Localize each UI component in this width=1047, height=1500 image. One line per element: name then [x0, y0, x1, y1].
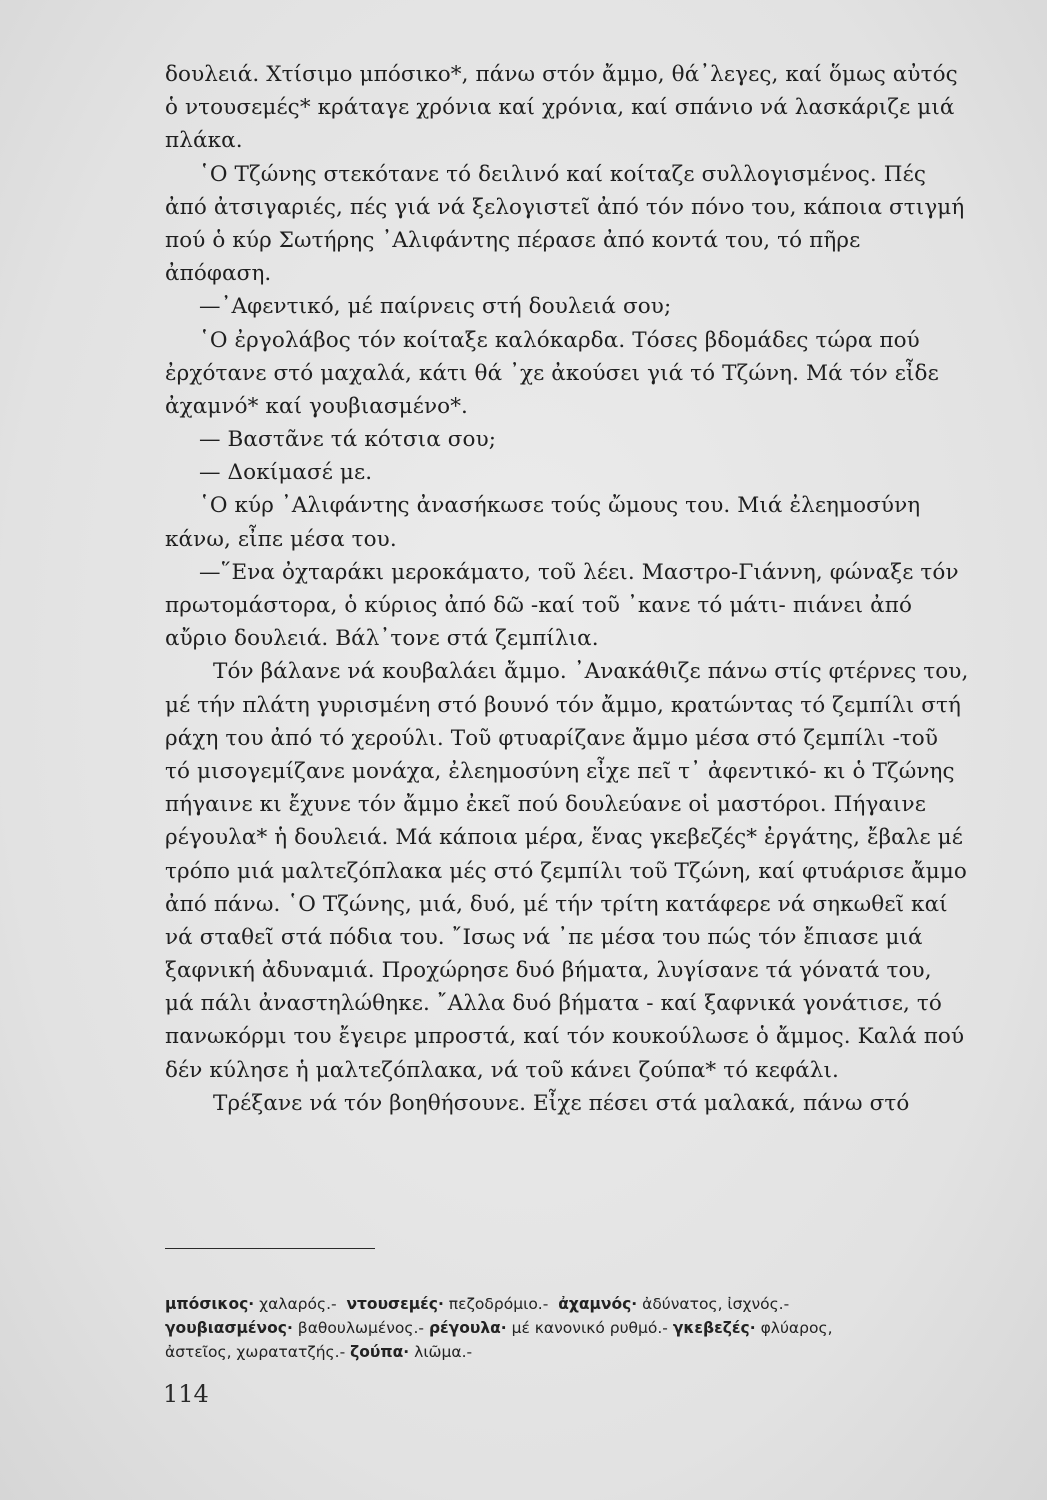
text-line: ἀπό ἀτσιγαριές, πές γιά νά ξελογιστεῖ ἀπό τόν πόνο του, κάποια στιγμή: [165, 194, 965, 220]
text-line: πανωκόρμι του ἔγειρε μπροστά, καί τόν κουκούλωσε ὁ ἄμμος. Καλά πού: [165, 1024, 965, 1050]
text-line: πού ὁ κύρ Σωτήρης ᾽Αλιφάντης πέρασε ἀπό κοντά του, τό πῆρε: [165, 227, 861, 253]
text-line: αὔριο δουλειά. Βάλ᾽τονε στά ζεμπίλια.: [165, 626, 599, 652]
text-line: — Δοκίμασέ με.: [199, 460, 373, 486]
text-line: νά σταθεῖ στά πόδια του. ῎Ισως νά ᾽πε μέσα του πώς τόν ἔπιασε μιά: [165, 924, 923, 950]
footnote-term: ντουσεμές·: [346, 1295, 444, 1313]
text-line: πρωτομάστορα, ὁ κύριος ἀπό δῶ -καί τοῦ ᾽κανε τό μάτι- πιάνει ἀπό: [165, 593, 912, 618]
text-line: κάνω, εἶπε μέσα του.: [165, 526, 397, 552]
text-line: —῞Ενα ὀχταράκι μεροκάματο, τοῦ λέει. Μαστρο-Γιάννη, φώναξε τόν: [199, 559, 959, 585]
footnote-line: [165, 1292, 1020, 1316]
text-line: ρέγουλα* ἡ δουλειά. Μά κάποια μέρα, ἕνας γκεβεζές* ἐργάτης, ἔβαλε μέ: [165, 825, 963, 851]
text-line: δουλειά. Χτίσιμο μπόσικο*, πάνω στόν ἄμμο, θά᾽λεγες, καί ὅμως αὐτός: [165, 62, 958, 87]
text-line: ῾Ο Τζώνης στεκότανε τό δειλινό καί κοίταζε συλλογισμένος. Πές: [199, 161, 927, 187]
footnote-term: γκεβεζές·: [672, 1319, 756, 1337]
text-line: πήγαινε κι ἔχυνε τόν ἄμμο ἐκεῖ πού δουλεύανε οἱ μαστόροι. Πήγαινε: [165, 792, 926, 818]
footnote-definition: βαθουλωμένος.-: [297, 1319, 424, 1337]
footnote-term: γουβιασμένος·: [165, 1319, 293, 1337]
text-line: μά πάλι ἀναστηλώθηκε. ῎Αλλα δυό βήματα - καί ξαφνικά γονάτισε, τό: [165, 991, 942, 1017]
footnote-definition: λιῶμα.-: [414, 1343, 473, 1361]
text-line: ἀχαμνό* καί γουβιασμένο*.: [165, 393, 468, 419]
text-line: πλάκα.: [165, 128, 243, 154]
text-line: τρόπο μιά μαλτεζόπλακα μές στό ζεμπίλι τοῦ Τζώνη, καί φτυάρισε ἄμμο: [165, 858, 967, 884]
text-line: ράχη του ἀπό τό χερούλι. Τοῦ φτυαρίζανε ἄμμο μέσα στό ζεμπίλι -τοῦ: [165, 725, 939, 751]
body-text: [165, 58, 1020, 1120]
footnote-term: ζούπα·: [350, 1343, 410, 1361]
text-line: ἐρχότανε στό μαχαλά, κάτι θά ᾽χε ἀκούσει γιά τό Τζώνη. Μά τόν εἶδε: [165, 360, 939, 386]
text-line: ὁ ντουσεμές* κράταγε χρόνια καί χρόνια, καί σπάνιο νά λασκάριζε μιά: [165, 95, 955, 121]
footnote-definition: χαλαρός.-: [259, 1295, 337, 1313]
footnote-divider: [165, 1248, 375, 1249]
text-line: ἀπόφαση.: [165, 261, 272, 287]
footnote-term: ἀχαμνός·: [558, 1295, 638, 1313]
text-line: ῾Ο κύρ ᾽Αλιφάντης ἀνασήκωσε τούς ὤμους του. Μιά ἐλεημοσύνη: [199, 493, 921, 519]
footnote-line: [165, 1316, 1020, 1340]
text-line: —᾽Αφεντικό, μέ παίρνεις στή δουλειά σου;: [199, 294, 672, 320]
page-number: 114: [163, 1380, 209, 1408]
text-line: τό μισογεμίζανε μονάχα, ἐλεημοσύνη εἶχε πεῖ τ᾽ ἀφεντικό- κι ὁ Τζώνης: [165, 758, 955, 784]
footnote-term: μπόσικος·: [165, 1295, 255, 1313]
text-line: ξαφνική ἀδυναμιά. Προχώρησε δυό βήματα, λυγίσανε τά γόνατά του,: [165, 958, 932, 984]
footnote-definition: μέ κανονικό ρυθμό.-: [511, 1319, 668, 1337]
text-line: μέ τήν πλάτη γυρισμένη στό βουνό τόν ἄμμο, κρατώντας τό ζεμπίλι στή: [165, 692, 961, 718]
text-line: ἀπό πάνω. ῾Ο Τζώνης, μιά, δυό, μέ τήν τρίτη κατάφερε νά σηκωθεῖ καί: [165, 891, 948, 917]
text-line: δέν κύλησε ἡ μαλτεζόπλακα, νά τοῦ κάνει ζούπα* τό κεφάλι.: [165, 1057, 839, 1083]
footnotes: [165, 1292, 1020, 1364]
text-line: Τόν βάλανε νά κουβαλάει ἄμμο. ᾽Ανακάθιζε πάνω στίς φτέρνες του,: [213, 659, 969, 685]
footnote-definition: φλύαρος,: [760, 1319, 833, 1337]
footnote-definition: ἀστεῖος, χωρατατζής.-: [165, 1343, 346, 1361]
footnote-term: ρέγουλα·: [428, 1319, 507, 1337]
footnote-line: [165, 1340, 1020, 1364]
footnote-definition: πεζοδρόμιο.-: [448, 1295, 549, 1313]
text-line: Τρέξανε νά τόν βοηθήσουνε. Εἶχε πέσει στά μαλακά, πάνω στό: [213, 1090, 910, 1116]
text-line: — Βαστᾶνε τά κότσια σου;: [199, 427, 497, 453]
footnote-definition: ἀδύνατος, ἰσχνός.-: [642, 1295, 790, 1313]
text-line: ῾Ο ἐργολάβος τόν κοίταξε καλόκαρδα. Τόσες βδομάδες τώρα πού: [199, 327, 920, 353]
